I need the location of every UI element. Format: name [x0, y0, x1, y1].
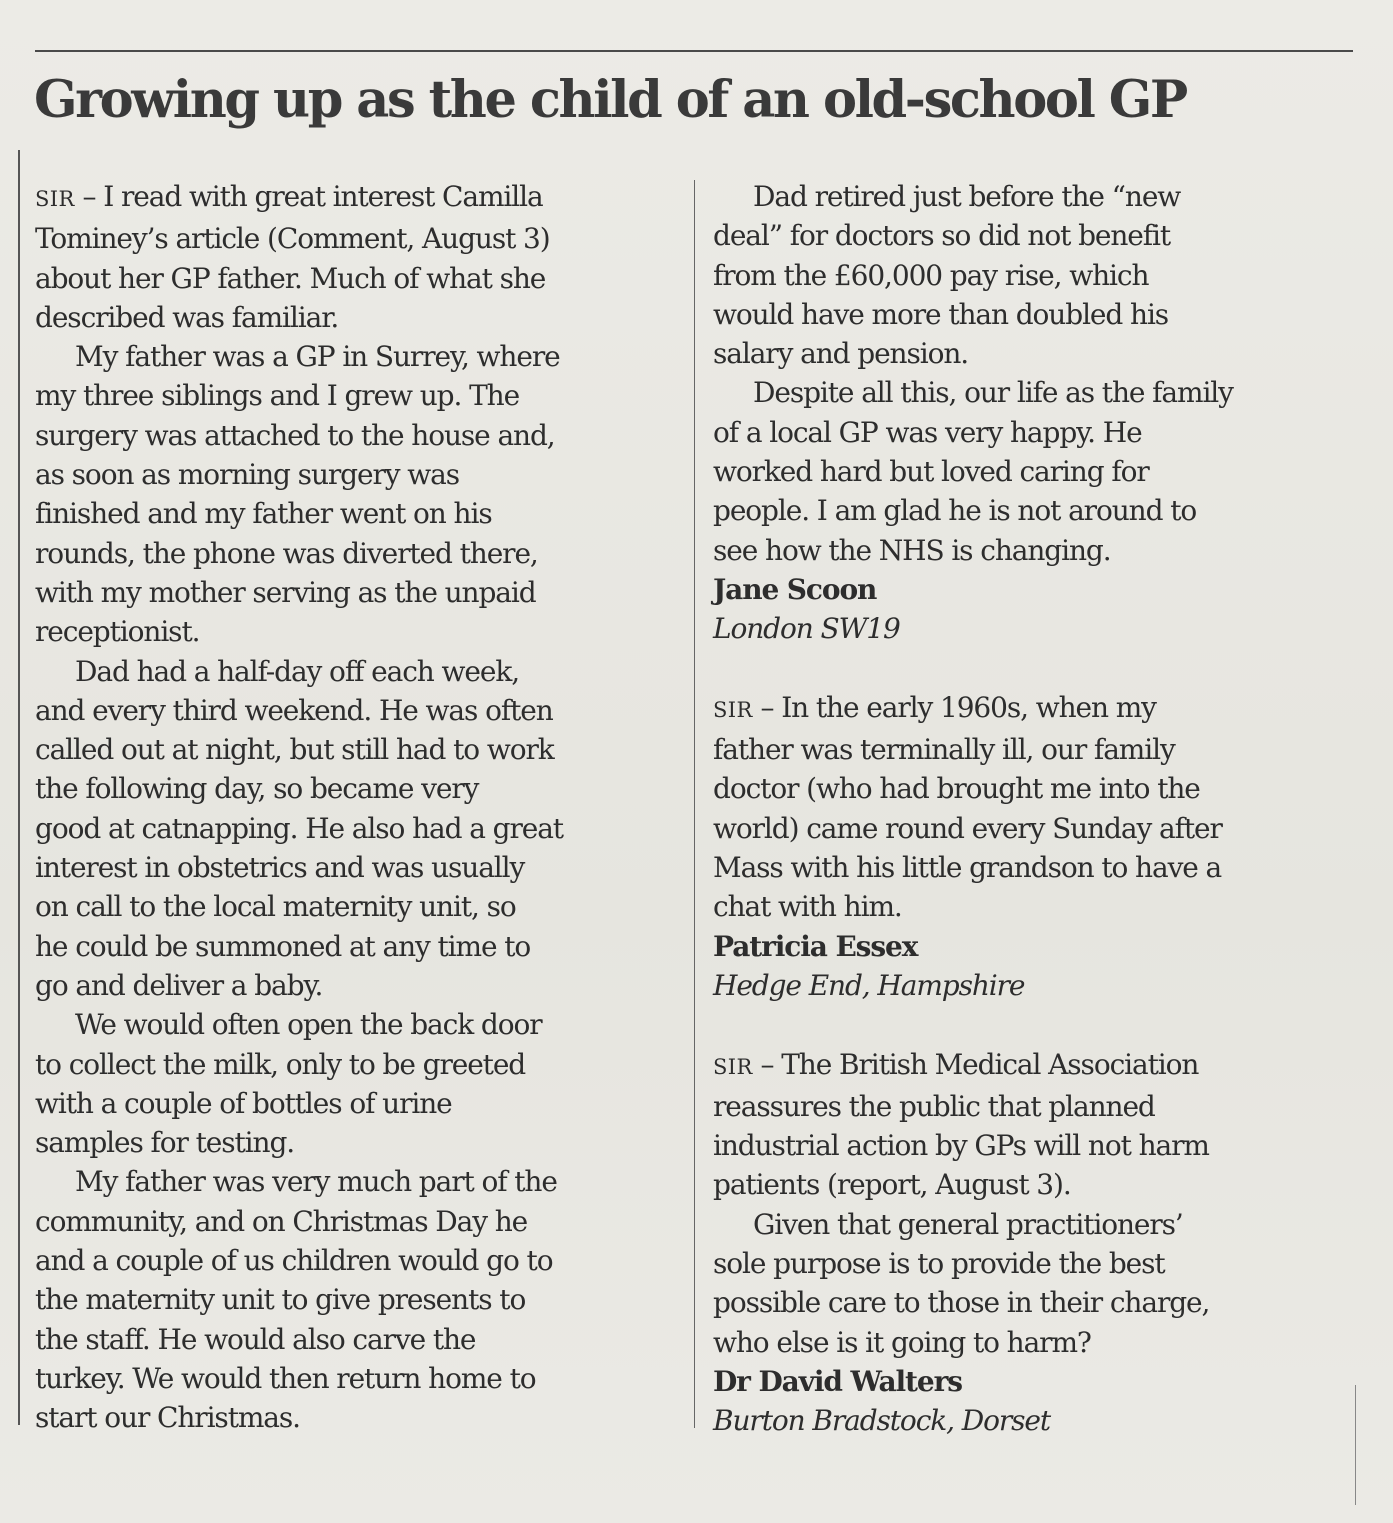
letter-1-paragraph-6: Dad retired just before the “new deal” for doctors so did not benefit from the £60,000 pay rise, which would have more than doubled his salary and pension.	[713, 180, 1181, 371]
salutation: SIR	[713, 697, 753, 722]
letter-1-paragraph-7: Despite all this, our life as the family of a local GP was very happy. He worked hard but loved caring for people. I am glad he is not around to see how the NHS is changing.	[713, 376, 1233, 567]
salutation: SIR	[35, 187, 75, 211]
letter-3-paragraph-2: Given that general practitioners’ sole purpose is to provide the best possible care to those in their charge, who else is it going to harm?	[713, 1207, 1210, 1359]
letter-1-paragraph-3: Dad had a half-day off each week, and every third weekend. He was often called out at night, but still had to work the following day, so became very good at catnapping. He also had a great interest in obstetrics and was usually on call to the local maternity unit, so he could be summoned at any time to go and deliver a baby.	[35, 654, 563, 1002]
headline: Growing up as the child of an old-school GP	[34, 70, 1186, 130]
letter-3-paragraph-1: SIR – The British Medical Association reassures the public that planned industrial action by GPs will not harm patients (report, August 3).	[713, 1047, 1209, 1202]
letter-1-paragraph-1: SIR – I read with great interest Camilla Tominey’s article (Comment, August 3) about her GP father. Much of what she described was familiar.	[35, 180, 550, 334]
letter-2-location: Hedge End, Hampshire	[713, 968, 1025, 1002]
column-divider	[694, 180, 695, 1428]
letter-1-paragraph-4: We would often open the back door to collect the milk, only to be greeted with a couple of bottles of urine samples for testing.	[35, 1008, 542, 1160]
right-column	[713, 177, 1361, 1441]
letter-separator	[713, 1005, 1361, 1044]
letter-1-paragraph-5: My father was very much part of the community, and on Christmas Day he and a couple of us children would go to the maternity unit to give presents to the staff. He would also carve the turkey. We would then return home to start our Christmas.	[35, 1165, 557, 1435]
salutation: SIR	[713, 1054, 753, 1079]
letter-1-location: London SW19	[713, 612, 900, 646]
letter-3-location: Burton Bradstock, Dorset	[713, 1404, 1051, 1438]
letter-3-author: Dr David Walters	[713, 1364, 962, 1398]
letter-separator	[713, 649, 1361, 688]
letter-2-paragraph-1: SIR – In the early 1960s, when my father was terminally ill, our family doctor (who had brought me into the world) came round every Sunday after Mass with his little grandson to have a chat with him.	[713, 690, 1222, 924]
left-rule	[18, 150, 20, 1425]
letter-1-paragraph-2: My father was a GP in Surrey, where my three siblings and I grew up. The surgery was attached to the house and, as soon as morning surgery was finished and my father went on his rounds, the phone was diverted there, with my mother serving as the unpaid receptionist.	[35, 340, 560, 649]
letter-1-author: Jane Scoon	[713, 572, 877, 606]
letter-2-author: Patricia Essex	[713, 929, 918, 963]
left-column	[35, 177, 683, 1438]
